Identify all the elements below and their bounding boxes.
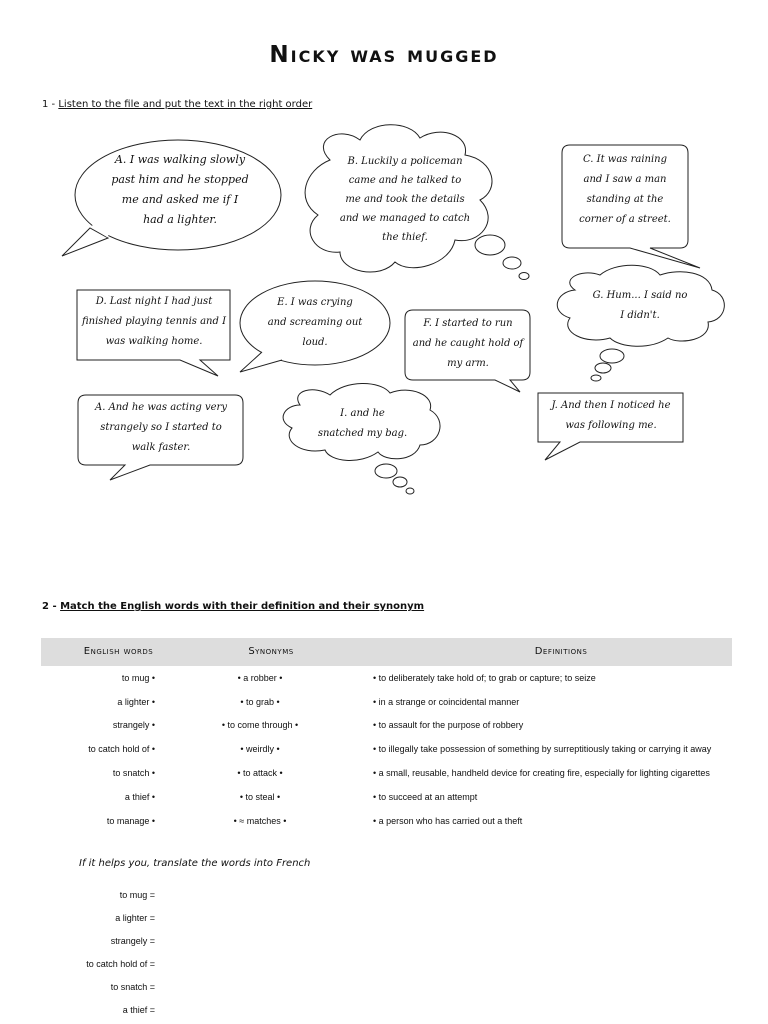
bubble-f-text: F. I started to run and he caught hold of my arm.: [412, 318, 524, 369]
definition-cell: • in a strange or coincidental manner: [373, 697, 520, 707]
definition-cell: • to succeed at an attempt: [373, 792, 478, 802]
bubble-b-text: B. Luckily a policeman came and he talked to me and took the details and we managed to catch the thief.: [339, 156, 471, 243]
bubble-d-text: D. Last night I had just finished playing tennis and I was walking home.: [81, 296, 227, 347]
synonym-cell: • to come through •: [221, 720, 299, 730]
synonym-cell: • a robber •: [237, 673, 283, 683]
section-1-number: 1 -: [42, 99, 56, 110]
definition-cell: • to illegally take possession of something by surreptitiously taking or carrying it away: [373, 744, 712, 754]
definition-cell: • a person who has carried out a theft: [373, 816, 523, 826]
bubble-g-text: G. Hum... I said no I didn't.: [592, 290, 688, 321]
page-title: Nicky was mugged: [269, 42, 499, 68]
word-cell: a thief •: [124, 792, 155, 802]
section-2-number: 2 -: [42, 601, 57, 612]
section-1-text: Listen to the file and put the text in the right order: [58, 99, 313, 110]
bubble-a2-text: A. And he was acting very strangely so I started to walk faster.: [95, 402, 227, 453]
table-header: [41, 638, 732, 666]
word-cell: to mug •: [121, 673, 155, 683]
word-cell: to catch hold of •: [88, 744, 155, 754]
translation-item[interactable]: a lighter =: [115, 913, 155, 923]
synonym-cell: • ≈ matches •: [233, 816, 287, 826]
synonym-cell: • to steal •: [239, 792, 281, 802]
word-cell: strangely •: [112, 720, 155, 730]
translation-item[interactable]: to snatch =: [110, 982, 155, 992]
definition-cell: • a small, reusable, handheld device for creating fire, especially for lighting cigarettes: [373, 768, 710, 778]
definition-cell: • to deliberately take hold of; to grab or capture; to seize: [373, 673, 596, 683]
section-2-instruction: [42, 601, 424, 612]
synonym-cell: • to attack •: [237, 768, 283, 778]
translation-item[interactable]: a thief =: [122, 1005, 155, 1015]
bubble-c-text: C. It was raining and I saw a man standing at the corner of a street.: [579, 154, 671, 225]
translation-item[interactable]: to mug =: [119, 890, 155, 900]
bubble-e-text: E. I was crying and screaming out loud.: [267, 297, 363, 348]
header-synonyms: Synonyms: [248, 646, 294, 657]
translation-instruction: If it helps you, translate the words into French: [79, 858, 311, 869]
synonym-cell: • to grab •: [240, 697, 280, 707]
synonym-cell: • weirdly •: [240, 744, 280, 754]
header-definitions: Definitions: [534, 646, 588, 657]
definition-cell: • to assault for the purpose of robbery: [373, 720, 524, 730]
translation-item[interactable]: strangely =: [110, 936, 155, 946]
word-cell: to manage •: [106, 816, 155, 826]
word-cell: to snatch •: [112, 768, 155, 778]
translation-item[interactable]: to catch hold of =: [86, 959, 155, 969]
bubble-a1-text: A. I was walking slowly past him and he stopped me and asked me if I had a lighter.: [111, 153, 249, 226]
word-cell: a lighter •: [117, 697, 155, 707]
bubble-i-text: I. and he snatched my bag.: [317, 408, 408, 439]
header-english-words: English words: [83, 646, 154, 657]
bubble-j-text: J. And then I noticed he was following me.: [551, 400, 671, 431]
section-2-text: Match the English words with their definition and their synonym: [60, 601, 425, 612]
